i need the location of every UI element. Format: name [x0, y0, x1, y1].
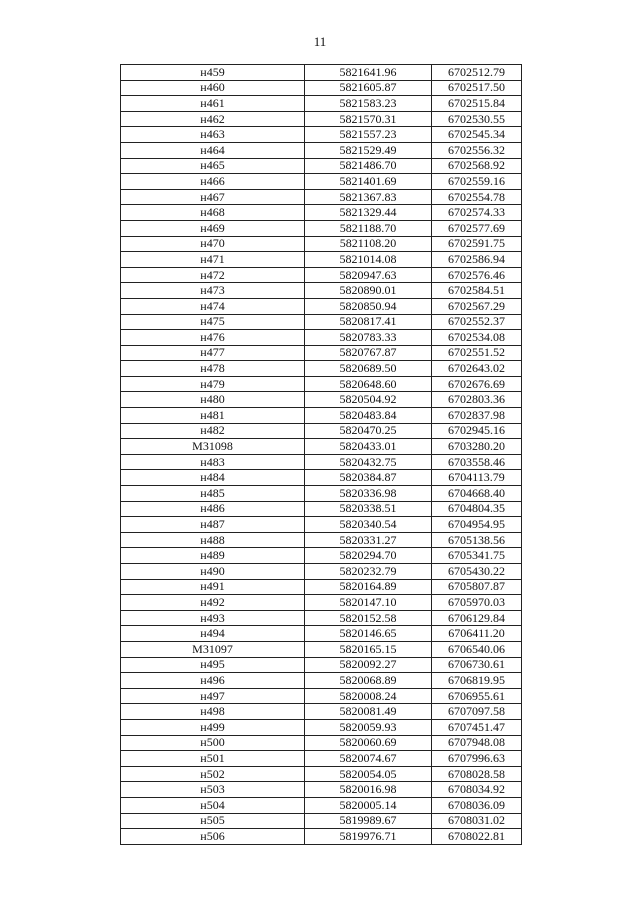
x-coordinate-cell: 5820005.14: [305, 797, 432, 813]
y-coordinate-cell: 6705807.87: [432, 579, 522, 595]
table-row: [121, 142, 522, 158]
y-coordinate-cell: 6708036.09: [432, 797, 522, 813]
x-coordinate-cell: 5820008.24: [305, 688, 432, 704]
x-coordinate-cell: 5820081.49: [305, 704, 432, 720]
x-coordinate-cell: 5820068.89: [305, 673, 432, 689]
y-coordinate-cell: 6702556.32: [432, 142, 522, 158]
table-row: [121, 267, 522, 283]
table-row: [121, 797, 522, 813]
point-id-cell: н470: [121, 236, 305, 252]
y-coordinate-cell: 6702577.69: [432, 220, 522, 236]
y-coordinate-cell: 6703280.20: [432, 439, 522, 455]
point-id-cell: М31098: [121, 439, 305, 455]
table-row: [121, 517, 522, 533]
point-id-cell: н479: [121, 376, 305, 392]
point-id-cell: н468: [121, 205, 305, 221]
point-id-cell: н503: [121, 782, 305, 798]
point-id-cell: н462: [121, 111, 305, 127]
point-id-cell: н484: [121, 470, 305, 486]
point-id-cell: н487: [121, 517, 305, 533]
point-id-cell: н459: [121, 65, 305, 81]
table-row: [121, 111, 522, 127]
x-coordinate-cell: 5820890.01: [305, 283, 432, 299]
point-id-cell: н502: [121, 766, 305, 782]
y-coordinate-cell: 6702567.29: [432, 298, 522, 314]
table-row: [121, 688, 522, 704]
point-id-cell: н466: [121, 174, 305, 190]
y-coordinate-cell: 6707996.63: [432, 751, 522, 767]
x-coordinate-cell: 5820483.84: [305, 408, 432, 424]
x-coordinate-cell: 5821583.23: [305, 96, 432, 112]
table-row: [121, 595, 522, 611]
table-row: [121, 345, 522, 361]
x-coordinate-cell: 5820336.98: [305, 486, 432, 502]
table-row: [121, 735, 522, 751]
x-coordinate-cell: 5821570.31: [305, 111, 432, 127]
x-coordinate-cell: 5820433.01: [305, 439, 432, 455]
point-id-cell: н480: [121, 392, 305, 408]
x-coordinate-cell: 5820152.58: [305, 610, 432, 626]
table-row: [121, 782, 522, 798]
point-id-cell: н498: [121, 704, 305, 720]
table-row: [121, 205, 522, 221]
table-row: [121, 719, 522, 735]
x-coordinate-cell: 5820689.50: [305, 361, 432, 377]
y-coordinate-cell: 6702515.84: [432, 96, 522, 112]
table-row: [121, 392, 522, 408]
point-id-cell: н474: [121, 298, 305, 314]
table-row: [121, 330, 522, 346]
x-coordinate-cell: 5820504.92: [305, 392, 432, 408]
x-coordinate-cell: 5820432.75: [305, 454, 432, 470]
y-coordinate-cell: 6707097.58: [432, 704, 522, 720]
y-coordinate-cell: 6702591.75: [432, 236, 522, 252]
point-id-cell: н489: [121, 548, 305, 564]
table-row: [121, 751, 522, 767]
table-row: [121, 548, 522, 564]
y-coordinate-cell: 6704113.79: [432, 470, 522, 486]
point-id-cell: н464: [121, 142, 305, 158]
point-id-cell: н481: [121, 408, 305, 424]
point-id-cell: н463: [121, 127, 305, 143]
table-row: [121, 657, 522, 673]
x-coordinate-cell: 5821605.87: [305, 80, 432, 96]
y-coordinate-cell: 6702837.98: [432, 408, 522, 424]
table-row: [121, 314, 522, 330]
y-coordinate-cell: 6705970.03: [432, 595, 522, 611]
x-coordinate-cell: 5821329.44: [305, 205, 432, 221]
x-coordinate-cell: 5820092.27: [305, 657, 432, 673]
table-row: [121, 564, 522, 580]
x-coordinate-cell: 5821529.49: [305, 142, 432, 158]
table-row: [121, 283, 522, 299]
y-coordinate-cell: 6702586.94: [432, 252, 522, 268]
table-row: [121, 704, 522, 720]
point-id-cell: н486: [121, 501, 305, 517]
y-coordinate-cell: 6706730.61: [432, 657, 522, 673]
x-coordinate-cell: 5820164.89: [305, 579, 432, 595]
table-row: [121, 610, 522, 626]
point-id-cell: н473: [121, 283, 305, 299]
table-row: [121, 376, 522, 392]
table-row: [121, 127, 522, 143]
y-coordinate-cell: 6702576.46: [432, 267, 522, 283]
x-coordinate-cell: 5820850.94: [305, 298, 432, 314]
x-coordinate-cell: 5820060.69: [305, 735, 432, 751]
point-id-cell: н494: [121, 626, 305, 642]
point-id-cell: н477: [121, 345, 305, 361]
x-coordinate-cell: 5819976.71: [305, 829, 432, 845]
y-coordinate-cell: 6702568.92: [432, 158, 522, 174]
y-coordinate-cell: 6707451.47: [432, 719, 522, 735]
point-id-cell: н471: [121, 252, 305, 268]
y-coordinate-cell: 6705341.75: [432, 548, 522, 564]
x-coordinate-cell: 5820384.87: [305, 470, 432, 486]
table-row: [121, 579, 522, 595]
y-coordinate-cell: 6708028.58: [432, 766, 522, 782]
coordinates-table: [120, 64, 522, 845]
table-row: [121, 439, 522, 455]
y-coordinate-cell: 6706540.06: [432, 641, 522, 657]
y-coordinate-cell: 6706955.61: [432, 688, 522, 704]
point-id-cell: н492: [121, 595, 305, 611]
x-coordinate-cell: 5820146.65: [305, 626, 432, 642]
coordinates-table-body: [121, 65, 522, 845]
x-coordinate-cell: 5820817.41: [305, 314, 432, 330]
x-coordinate-cell: 5820783.33: [305, 330, 432, 346]
y-coordinate-cell: 6702551.52: [432, 345, 522, 361]
x-coordinate-cell: 5820232.79: [305, 564, 432, 580]
y-coordinate-cell: 6704954.95: [432, 517, 522, 533]
table-row: [121, 298, 522, 314]
x-coordinate-cell: 5820648.60: [305, 376, 432, 392]
y-coordinate-cell: 6708022.81: [432, 829, 522, 845]
x-coordinate-cell: 5821486.70: [305, 158, 432, 174]
x-coordinate-cell: 5820340.54: [305, 517, 432, 533]
x-coordinate-cell: 5821367.83: [305, 189, 432, 205]
table-row: [121, 641, 522, 657]
x-coordinate-cell: 5820054.05: [305, 766, 432, 782]
point-id-cell: н472: [121, 267, 305, 283]
table-row: [121, 220, 522, 236]
point-id-cell: н496: [121, 673, 305, 689]
point-id-cell: М31097: [121, 641, 305, 657]
point-id-cell: н483: [121, 454, 305, 470]
table-row: [121, 252, 522, 268]
y-coordinate-cell: 6702534.08: [432, 330, 522, 346]
table-row: [121, 423, 522, 439]
x-coordinate-cell: 5821641.96: [305, 65, 432, 81]
point-id-cell: н490: [121, 564, 305, 580]
y-coordinate-cell: 6704804.35: [432, 501, 522, 517]
y-coordinate-cell: 6706129.84: [432, 610, 522, 626]
y-coordinate-cell: 6708034.92: [432, 782, 522, 798]
table-row: [121, 532, 522, 548]
y-coordinate-cell: 6707948.08: [432, 735, 522, 751]
table-row: [121, 158, 522, 174]
x-coordinate-cell: 5820767.87: [305, 345, 432, 361]
table-row: [121, 813, 522, 829]
point-id-cell: н504: [121, 797, 305, 813]
point-id-cell: н491: [121, 579, 305, 595]
x-coordinate-cell: 5820338.51: [305, 501, 432, 517]
y-coordinate-cell: 6705138.56: [432, 532, 522, 548]
y-coordinate-cell: 6702554.78: [432, 189, 522, 205]
table-row: [121, 470, 522, 486]
y-coordinate-cell: 6702803.36: [432, 392, 522, 408]
y-coordinate-cell: 6702676.69: [432, 376, 522, 392]
y-coordinate-cell: 6702559.16: [432, 174, 522, 190]
y-coordinate-cell: 6702574.33: [432, 205, 522, 221]
x-coordinate-cell: 5819989.67: [305, 813, 432, 829]
table-row: [121, 80, 522, 96]
point-id-cell: н485: [121, 486, 305, 502]
y-coordinate-cell: 6702945.16: [432, 423, 522, 439]
y-coordinate-cell: 6705430.22: [432, 564, 522, 580]
table-row: [121, 501, 522, 517]
point-id-cell: н501: [121, 751, 305, 767]
x-coordinate-cell: 5820147.10: [305, 595, 432, 611]
table-row: [121, 829, 522, 845]
y-coordinate-cell: 6702584.51: [432, 283, 522, 299]
table-row: [121, 96, 522, 112]
x-coordinate-cell: 5820016.98: [305, 782, 432, 798]
y-coordinate-cell: 6702530.55: [432, 111, 522, 127]
x-coordinate-cell: 5820331.27: [305, 532, 432, 548]
x-coordinate-cell: 5820947.63: [305, 267, 432, 283]
y-coordinate-cell: 6704668.40: [432, 486, 522, 502]
y-coordinate-cell: 6708031.02: [432, 813, 522, 829]
point-id-cell: н478: [121, 361, 305, 377]
x-coordinate-cell: 5820059.93: [305, 719, 432, 735]
y-coordinate-cell: 6702643.02: [432, 361, 522, 377]
point-id-cell: н495: [121, 657, 305, 673]
point-id-cell: н493: [121, 610, 305, 626]
point-id-cell: н499: [121, 719, 305, 735]
x-coordinate-cell: 5820294.70: [305, 548, 432, 564]
y-coordinate-cell: 6702512.79: [432, 65, 522, 81]
table-row: [121, 236, 522, 252]
point-id-cell: н460: [121, 80, 305, 96]
point-id-cell: н469: [121, 220, 305, 236]
x-coordinate-cell: 5820470.25: [305, 423, 432, 439]
x-coordinate-cell: 5821108.20: [305, 236, 432, 252]
point-id-cell: н500: [121, 735, 305, 751]
y-coordinate-cell: 6703558.46: [432, 454, 522, 470]
table-row: [121, 189, 522, 205]
point-id-cell: н476: [121, 330, 305, 346]
table-row: [121, 626, 522, 642]
table-row: [121, 673, 522, 689]
point-id-cell: н482: [121, 423, 305, 439]
table-row: [121, 174, 522, 190]
page-number: 11: [313, 34, 327, 49]
point-id-cell: н497: [121, 688, 305, 704]
point-id-cell: н505: [121, 813, 305, 829]
y-coordinate-cell: 6706411.20: [432, 626, 522, 642]
table-row: [121, 454, 522, 470]
point-id-cell: н465: [121, 158, 305, 174]
point-id-cell: н467: [121, 189, 305, 205]
table-row: [121, 361, 522, 377]
y-coordinate-cell: 6702545.34: [432, 127, 522, 143]
y-coordinate-cell: 6702517.50: [432, 80, 522, 96]
table-row: [121, 408, 522, 424]
x-coordinate-cell: 5820074.67: [305, 751, 432, 767]
point-id-cell: н475: [121, 314, 305, 330]
y-coordinate-cell: 6702552.37: [432, 314, 522, 330]
y-coordinate-cell: 6706819.95: [432, 673, 522, 689]
x-coordinate-cell: 5821401.69: [305, 174, 432, 190]
table-row: [121, 486, 522, 502]
point-id-cell: н506: [121, 829, 305, 845]
x-coordinate-cell: 5821188.70: [305, 220, 432, 236]
x-coordinate-cell: 5821557.23: [305, 127, 432, 143]
x-coordinate-cell: 5820165.15: [305, 641, 432, 657]
point-id-cell: н461: [121, 96, 305, 112]
x-coordinate-cell: 5821014.08: [305, 252, 432, 268]
table-row: [121, 65, 522, 81]
table-row: [121, 766, 522, 782]
point-id-cell: н488: [121, 532, 305, 548]
